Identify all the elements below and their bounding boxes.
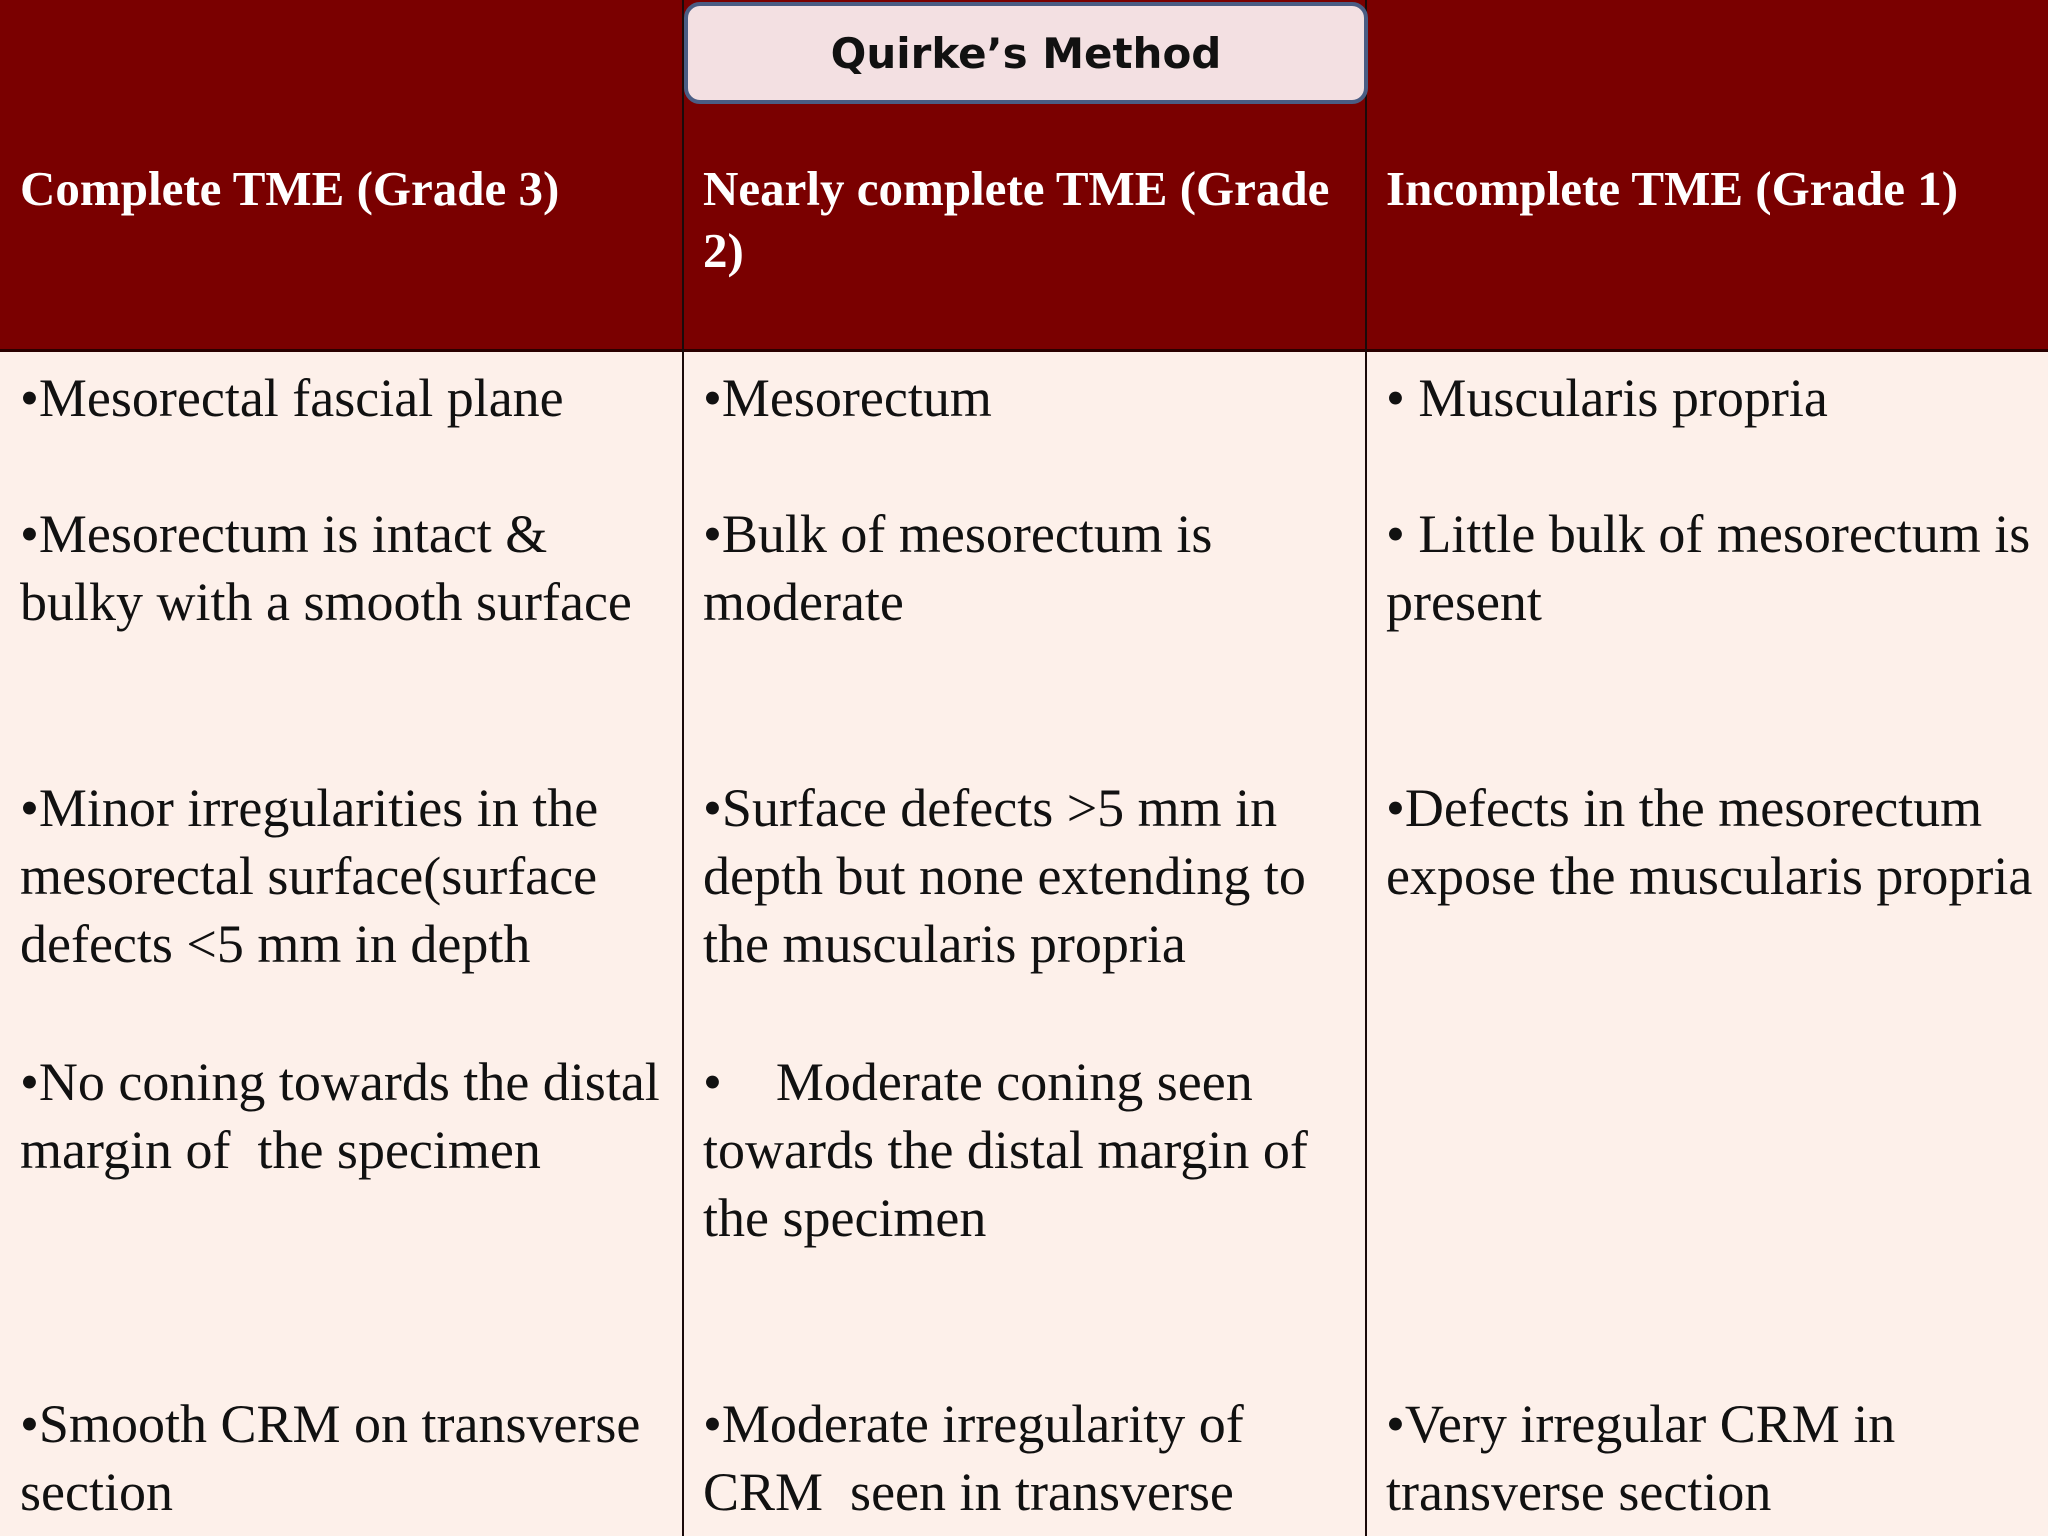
- column-divider-1: [682, 0, 684, 1536]
- cell-grade3-defects: •Minor irregularities in the mesorectal surface(surface defects <5 mm in depth: [20, 778, 612, 974]
- cell-grade3-crm: •Smooth CRM on transverse section: [20, 1394, 654, 1522]
- cell-grade1-plane: • Muscularis propria: [1386, 368, 1828, 428]
- cell-grade2-defects: •Surface defects >5 mm in depth but none extending to the muscularis propria: [703, 778, 1320, 974]
- column-divider-2: [1365, 0, 1367, 1536]
- cell-grade1-crm: •Very irregular CRM in transverse section: [1386, 1394, 1909, 1522]
- cell-grade2-bulk: •Bulk of mesorectum is moderate: [703, 504, 1226, 632]
- cell-grade2-coning: • Moderate coning seen towards the distal margin of the specimen: [703, 1052, 1322, 1248]
- column-header-grade-3: Complete TME (Grade 3): [20, 161, 560, 216]
- cell-grade1-bulk: • Little bulk of mesorectum is present: [1386, 504, 2044, 632]
- cell-grade3-coning: •No coning towards the distal margin of the specimen: [20, 1052, 674, 1180]
- column-header-grade-1: Incomplete TME (Grade 1): [1386, 161, 1959, 216]
- cell-grade3-bulk: •Mesorectum is intact & bulky with a smooth surface: [20, 504, 632, 632]
- cell-grade2-plane: •Mesorectum: [703, 368, 992, 428]
- method-title: Quirke’s Method: [684, 2, 1368, 104]
- cell-grade3-plane: •Mesorectal fascial plane: [20, 368, 564, 428]
- cell-grade2-crm: •Moderate irregularity of CRM seen in transverse: [703, 1394, 1258, 1522]
- cell-grade1-defects: •Defects in the mesorectum expose the muscularis propria: [1386, 778, 2033, 906]
- column-header-grade-2: Nearly complete TME (Grade 2): [703, 161, 1330, 278]
